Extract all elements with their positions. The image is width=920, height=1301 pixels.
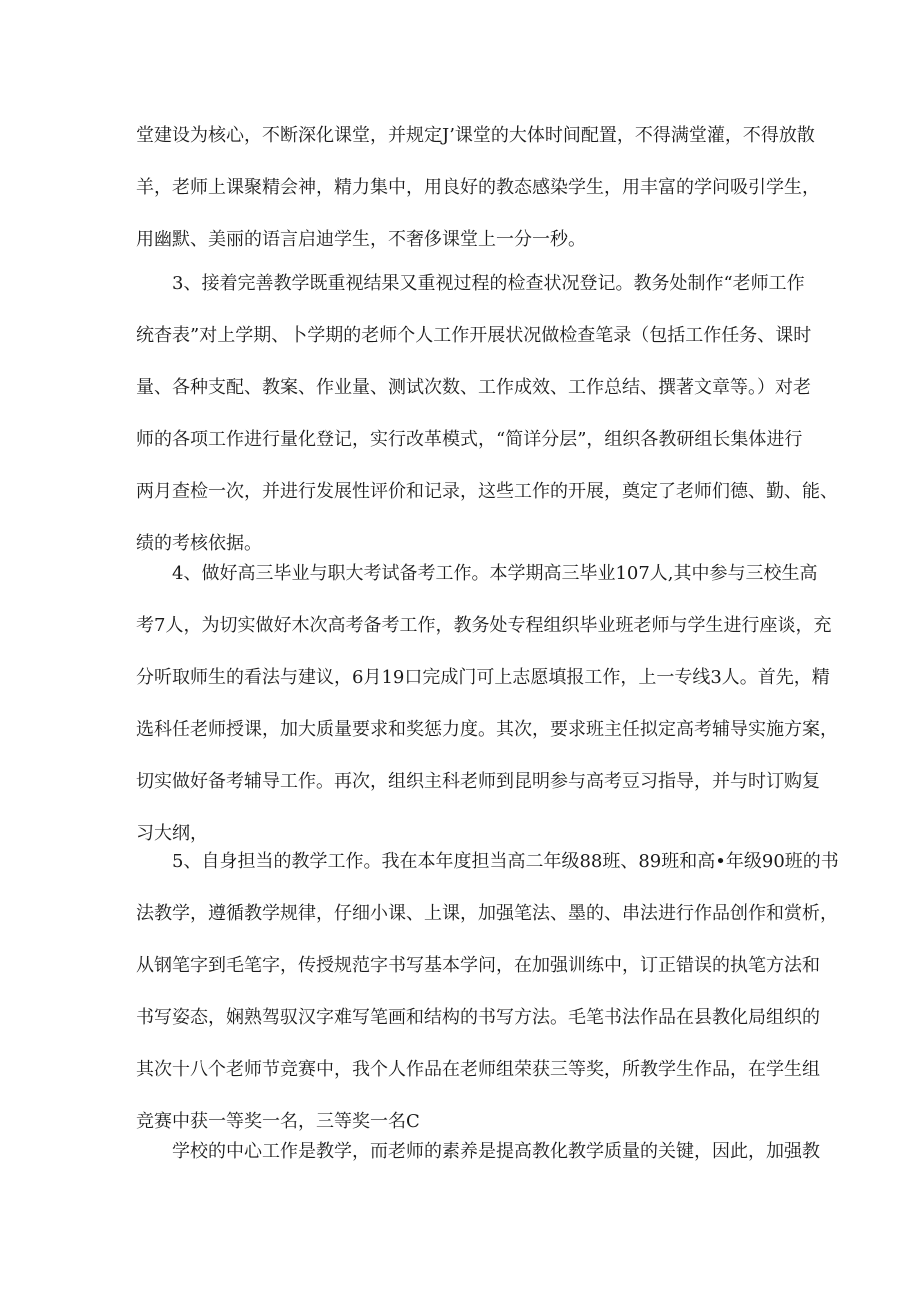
text-line: 习大纲， [136, 823, 208, 844]
text-line: 书写姿态，娴熟驾驭汉字难写笔画和结构的书写方法。毛笔书法作品在县教化局组织的 [136, 1007, 820, 1028]
paragraph-item-4 [136, 548, 838, 860]
text-line: 5、自身担当的教学工作。我在本年度担当高二年级88班、89班和高•年级90班的书 [172, 851, 839, 872]
text-line: 堂建设为核心，不断深化课堂，并规定J’课堂的大体时间配置，不得满堂灌，不得放散 [136, 125, 815, 146]
text-line: 切实做好备考辅导工作。再次，组织主科老师到昆明参与高考豆习指导，并与时订购复 [136, 771, 820, 792]
text-line: 3、接着完善教学既重视结果又重视过程的检查状况登记。教务处制作“老师工作 [172, 273, 805, 294]
text-line: 绩的考核依据。 [136, 533, 262, 554]
text-line: 4、做好高三毕业与职大考试备考工作。本学期高三毕业107人,其中参与三校生高 [172, 563, 818, 584]
text-line: 师的各项工作进行量化登记，实行改革模式，“简详分层”，组织各教研组长集体进行 [136, 429, 803, 450]
text-line: 法教学，遵循教学规律，仔细小课、上课，加强笔法、墨的、串法进行作品创作和赏析， [136, 903, 838, 924]
text-line: 量、各种支配、教案、作业量、测试次数、工作成效、工作总结、撰著文章等。）对老 [136, 377, 811, 398]
text-line: 其次十八个老师节竞赛中，我个人作品在老师组荣获三等奖，所教学生作品，在学生组 [136, 1059, 820, 1080]
paragraph-item-3 [136, 258, 838, 570]
paragraph-item-5 [136, 836, 839, 1148]
text-line: 分听取师生的看法与建议，6月19口完成门可上志愿填报工作，上一专线3人。首先，精 [136, 667, 830, 688]
paragraph-classroom [136, 110, 820, 266]
text-line: 羊，老师上课聚精会神，精力集中，用良好的教态感染学生，用丰富的学问吸引学生， [136, 177, 820, 198]
text-line: 用幽默、美丽的语言启迪学生，不奢侈课堂上一分一秒。 [136, 229, 586, 250]
text-line: 考7人，为切实做好木次高考备考工作，教务处专程组织毕业班老师与学生进行座谈，充 [136, 615, 832, 636]
text-line: 从钢笔字到毛笔字，传授规范字书写基本学问，在加强训练中，订正错误的执笔方法和 [136, 955, 820, 976]
text-line: 选科任老师授课，加大质量要求和奖惩力度。其次，要求班主任拟定高考辅导实施方案， [136, 719, 838, 740]
text-line: 竞赛中获一等奖一名，三等奖一名C [136, 1111, 420, 1132]
text-line: 学校的中心工作是教学，而老师的素养是提高教化教学质量的关键，因此，加强教 [172, 1141, 820, 1162]
paragraph-conclusion [136, 1126, 820, 1178]
text-line: 统杳表”对上学期、卜学期的老师个人工作开展状况做检查笔录（包括工作任务、课时 [136, 325, 812, 346]
text-line: 两月查检一次，并进行发展性评价和记录，这些工作的开展，奠定了老师们德、勤、能、 [136, 481, 838, 502]
